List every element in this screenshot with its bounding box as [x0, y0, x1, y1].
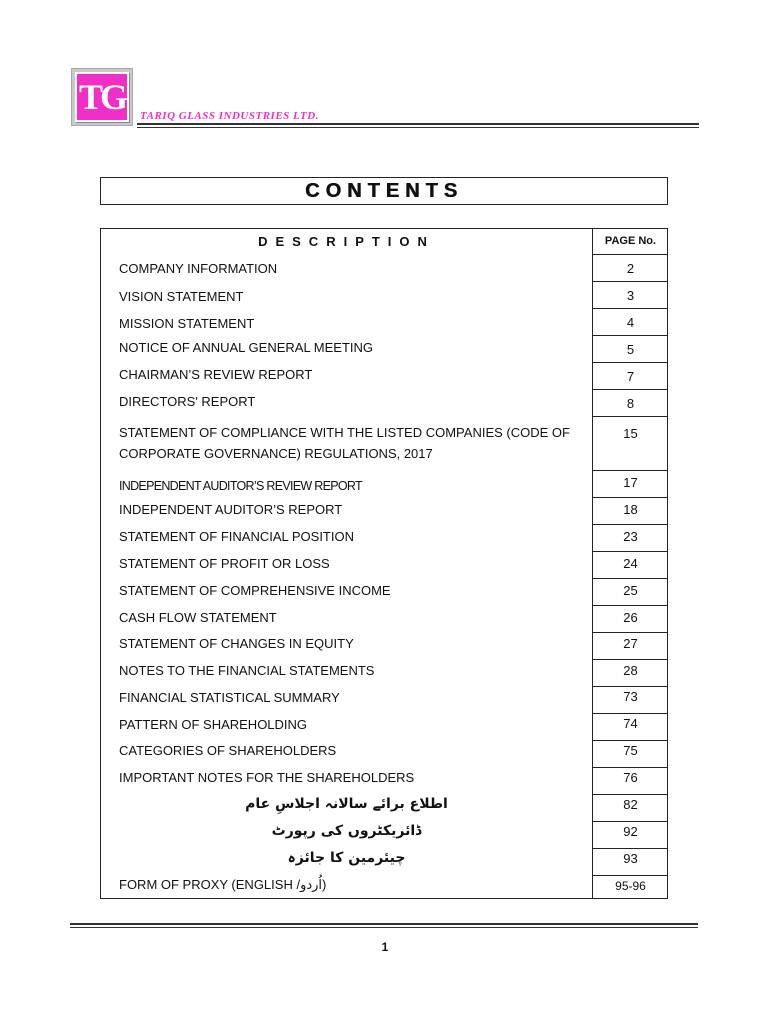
toc-entry-financial-statistical-summary: FINANCIAL STATISTICAL SUMMARY [119, 690, 340, 705]
company-name: TARIQ GLASS INDUSTRIES LTD. [140, 110, 319, 122]
toc-page-number: 28 [623, 663, 638, 678]
toc-entry-auditors-report: INDEPENDENT AUDITOR’S REPORT [119, 502, 343, 517]
toc-entry-company-information: COMPANY INFORMATION [119, 261, 278, 276]
header-rule [137, 123, 699, 128]
row-separator [592, 578, 668, 579]
toc-entry-urdu-directors-report: ڈائریکٹروں کی رپورٹ [271, 823, 422, 839]
toc-page-number: 18 [623, 502, 638, 517]
row-separator [592, 605, 668, 606]
row-separator [592, 470, 668, 471]
row-separator [592, 308, 668, 309]
toc-entry-comprehensive-income: STATEMENT OF COMPREHENSIVE INCOME [119, 583, 391, 598]
toc-entry-notice-agm: NOTICE OF ANNUAL GENERAL MEETING [119, 340, 374, 355]
toc-entry-chairmans-review: CHAIRMAN’S REVIEW REPORT [119, 367, 313, 382]
logo-mark: TG [75, 72, 129, 122]
toc-entry-changes-in-equity: STATEMENT OF CHANGES IN EQUITY [119, 636, 354, 651]
toc-page-number: 23 [623, 529, 638, 544]
toc-entry-pattern-of-shareholding: PATTERN OF SHAREHOLDING [119, 717, 308, 732]
toc-page-number: 4 [626, 315, 635, 330]
contents-table [100, 228, 668, 899]
toc-page-number: 74 [623, 716, 638, 731]
toc-page-number: 3 [626, 288, 635, 303]
toc-entry-cash-flow: CASH FLOW STATEMENT [119, 610, 277, 625]
row-separator [592, 497, 668, 498]
toc-page-number: 76 [623, 770, 638, 785]
toc-entry-financial-position: STATEMENT OF FINANCIAL POSITION [119, 529, 354, 544]
toc-entry-categories-of-shareholders: CATEGORIES OF SHAREHOLDERS [119, 743, 337, 758]
toc-page-number: 82 [623, 797, 638, 812]
toc-page-number: 25 [623, 583, 638, 598]
toc-page-number: 95-96 [615, 879, 646, 893]
toc-entry-auditors-review-report: INDEPENDENT AUDITOR’S REVIEW REPORT [119, 479, 362, 493]
toc-page-number: 93 [623, 851, 638, 866]
toc-page-number: 15 [623, 426, 638, 441]
toc-page-number: 73 [623, 689, 638, 704]
toc-entry-notes-to-financial-statements: NOTES TO THE FINANCIAL STATEMENTS [119, 663, 375, 678]
column-header-description: DESCRIPTION [258, 234, 435, 249]
toc-page-number: 75 [623, 743, 638, 758]
toc-page-number: 5 [626, 342, 635, 357]
toc-entry-mission-statement: MISSION STATEMENT [119, 316, 255, 331]
page-number: 1 [381, 940, 389, 954]
row-separator [592, 389, 668, 390]
toc-page-number: 2 [626, 261, 635, 276]
contents-title: CONTENTS [305, 179, 463, 202]
toc-page-number: 92 [623, 824, 638, 839]
column-header-page: PAGE No. [604, 235, 657, 247]
toc-entry-urdu-notice-agm: اطلاع برائے سالانہ اجلاسِ عام [245, 796, 448, 812]
toc-entry-important-notes: IMPORTANT NOTES FOR THE SHAREHOLDERS [119, 770, 415, 785]
toc-entry-form-of-proxy: FORM OF PROXY (ENGLISH /اُردو) [119, 877, 327, 892]
contents-title-box [100, 177, 668, 205]
toc-page-number: 26 [623, 610, 638, 625]
toc-entry-statement-of-compliance: STATEMENT OF COMPLIANCE WITH THE LISTED COMPANIES (CODE OF CORPORATE GOVERNANCE) REGULATIONS, 2017 [119, 425, 570, 461]
row-separator [592, 335, 668, 336]
company-logo [71, 68, 133, 126]
row-separator [592, 659, 668, 660]
toc-entry-directors-report: DIRECTORS' REPORT [119, 394, 256, 409]
row-separator [592, 362, 668, 363]
toc-entry-urdu-chairmans-review: چیئرمین کا جائزہ [287, 850, 406, 866]
toc-page-number: 7 [626, 369, 635, 384]
footer-rule [70, 923, 698, 928]
row-separator [592, 632, 668, 633]
toc-page-number: 17 [623, 475, 638, 490]
row-separator [592, 281, 668, 282]
toc-page-number: 8 [626, 396, 635, 411]
toc-page-number: 24 [623, 556, 638, 571]
toc-entry-profit-or-loss: STATEMENT OF PROFIT OR LOSS [119, 556, 330, 571]
row-separator [592, 416, 668, 417]
row-separator [592, 254, 668, 255]
row-separator [592, 551, 668, 552]
toc-entry-vision-statement: VISION STATEMENT [119, 289, 244, 304]
row-separator [592, 524, 668, 525]
toc-page-number: 27 [623, 636, 638, 651]
